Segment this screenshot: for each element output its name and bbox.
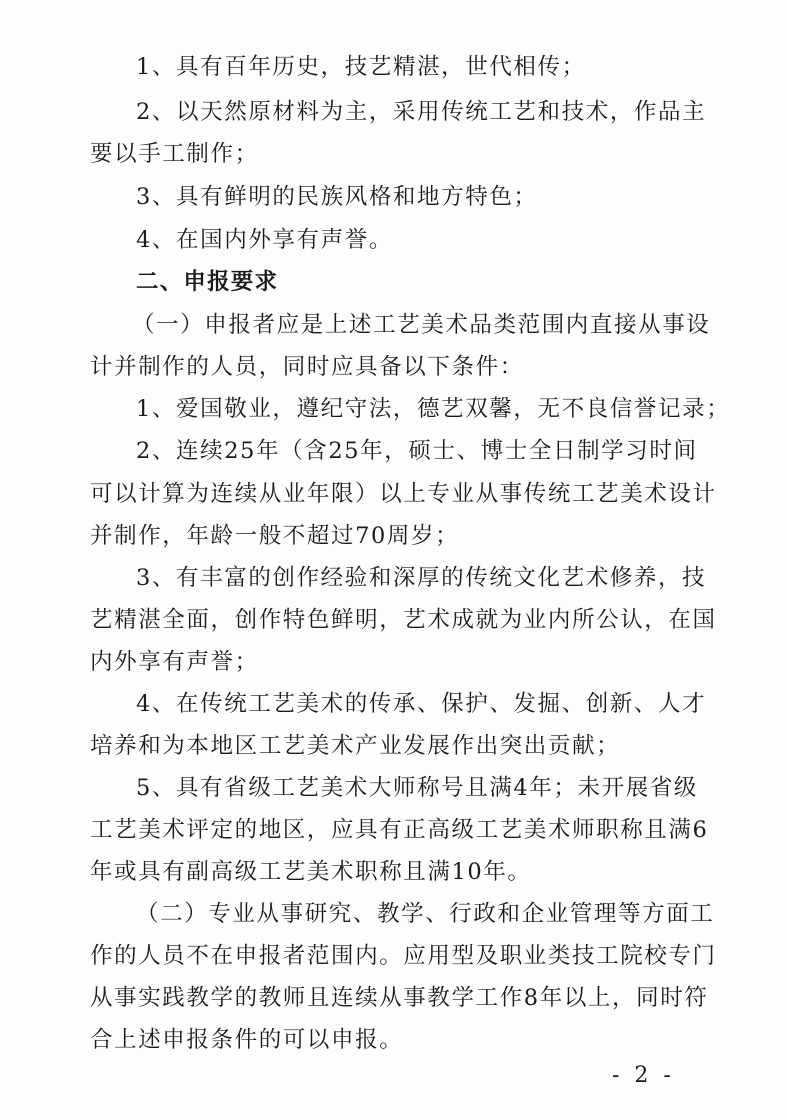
condition-item-4-cont: 培养和为本地区工艺美术产业发展作出突出贡献； (90, 733, 621, 759)
criteria-item-2-cont: 要以手工制作； (90, 141, 259, 167)
requirement-part-1-intro: （一）申报者应是上述工艺美术品类范围内直接从事设 (132, 312, 711, 338)
requirement-part-2-cont-2: 从事实践教学的教师且连续从事教学工作8年以上，同时符 (90, 985, 709, 1011)
condition-item-5-cont-1: 工艺美术评定的地区，应具有正高级工艺美术师职称且满6 (90, 817, 709, 843)
criteria-item-2: 2、以天然原材料为主，采用传统工艺和技术，作品主 (136, 99, 707, 125)
section-heading-requirements: 二、申报要求 (136, 269, 279, 295)
requirement-part-1-intro-cont: 计并制作的人员，同时应具备以下条件： (90, 354, 524, 380)
requirement-part-2-cont-1: 作的人员不在申报者范围内。应用型及职业类技工院校专门 (90, 943, 717, 969)
condition-item-5: 5、具有省级工艺美术大师称号且满4年；未开展省级 (136, 775, 699, 801)
condition-item-3-cont-2: 内外享有声誉； (90, 649, 259, 675)
requirement-part-2-cont-3: 合上述申报条件的可以申报。 (90, 1027, 404, 1053)
condition-item-3-cont-1: 艺精湛全面，创作特色鲜明，艺术成就为业内所公认，在国 (90, 607, 717, 633)
criteria-item-3: 3、具有鲜明的民族风格和地方特色； (136, 184, 538, 210)
condition-item-2: 2、连续25年（含25年，硕士、博士全日制学习时间 (136, 438, 698, 464)
condition-item-2-cont-2: 并制作，年龄一般不超过70周岁； (90, 523, 460, 549)
requirement-part-2: （二）专业从事研究、教学、行政和企业管理等方面工 (136, 901, 715, 927)
condition-item-5-cont-2: 年或具有副高级工艺美术职称且满10年。 (90, 859, 532, 885)
criteria-item-4: 4、在国内外享有声誉。 (136, 227, 393, 253)
page-number: - 2 - (612, 1063, 675, 1088)
criteria-item-1: 1、具有百年历史，技艺精湛，世代相传； (136, 54, 586, 80)
condition-item-1: 1、爱国敬业，遵纪守法，德艺双馨，无不良信誉记录； (136, 396, 731, 422)
condition-item-3: 3、有丰富的创作经验和深厚的传统文化艺术修养，技 (136, 565, 707, 591)
condition-item-4: 4、在传统工艺美术的传承、保护、发掘、创新、人才 (136, 691, 707, 717)
condition-item-2-cont-1: 可以计算为连续从业年限）以上专业从事传统工艺美术设计 (90, 481, 717, 507)
